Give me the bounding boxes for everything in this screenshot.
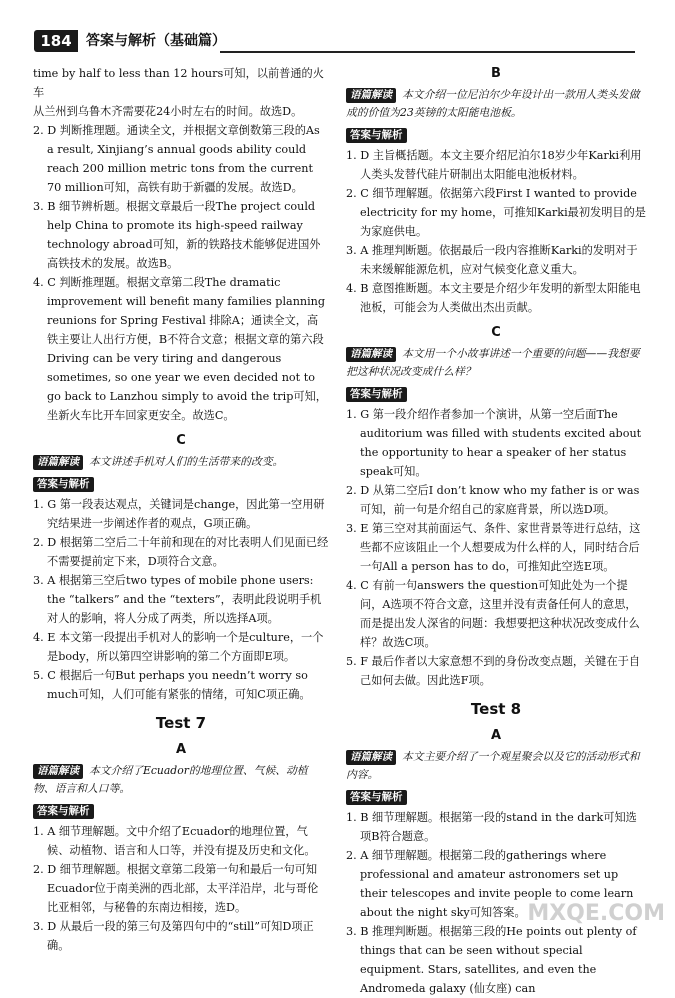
- answer-item: 4. C 判断推理题。根据文章第二段The dramatic improvement will benefit many families planning reunions for Spring Festival 排除A；通读全文，高铁主要让人出行方便，B不符合文意；根据文章的第六段Driving can be very tiring and dangerous sometimes, so one year we even decided not to go back to Lanzhou simply to avoid the trip可知，坐新火车比开车回家更安全。故选C。: [33, 276, 327, 422]
- answers-tag: 答案与解析: [33, 477, 94, 492]
- reading-tag: 语篇解读: [33, 455, 83, 470]
- page-number: 184: [34, 30, 78, 52]
- answers-tag: 答案与解析: [33, 804, 94, 819]
- section-letter: A: [175, 742, 187, 757]
- header-title: 答案与解析（基础篇）: [86, 33, 226, 49]
- answer-item: 1. D 主旨概括题。本文主要介绍尼泊尔18岁少年Karki利用人类头发替代硅片研制出太阳能电池板材料。: [346, 149, 642, 181]
- reading-summary: [33, 762, 329, 798]
- answers-tag: 答案与解析: [346, 790, 407, 805]
- test-title: Test 8: [470, 700, 522, 718]
- watermark: MXQE.COM: [527, 901, 665, 926]
- answer-item: 1. G 第一段表达观点，关键词是change，因此第一空用研究结果进一步阐述作者的观点，G项正确。: [33, 498, 325, 530]
- left-column: [33, 64, 329, 955]
- answer-item: 4. E 本文第一段提出手机对人的影响一个是culture，一个是body，所以第四空讲影响的第二个方面即E项。: [33, 631, 324, 663]
- section-letter: C: [176, 433, 186, 448]
- header-rule: [220, 51, 635, 53]
- section-letter: A: [490, 728, 502, 743]
- answer-item: 3. A 根据第三空后two types of mobile phone users: the “talkers” and the “texters”，表明此段说明手机对人的影响，将人分成了两类，所以选择A项。: [33, 574, 322, 625]
- reading-tag: 语篇解读: [33, 764, 83, 779]
- section-letter: B: [491, 66, 501, 81]
- answer-item: 5. F 最后作者以大家意想不到的身份改变点题，关键在于自己如何去做。因此选F项。: [346, 655, 641, 687]
- answer-item: 1. A 细节理解题。文中介绍了Ecuador的地理位置，气候、动植物、语言和人口等，并没有提及历史和文化。: [33, 825, 316, 857]
- reading-text: 本文介绍一位尼泊尔少年设计出一款用人类头发做成的价值为23英镑的太阳能电池板。: [346, 88, 640, 119]
- reading-tag: 语篇解读: [346, 347, 396, 362]
- continued-line: time by half to less than 12 hours可知，以前普通的火车: [33, 67, 324, 99]
- answer-item: 5. C 根据后一句But perhaps you needn’t worry so much可知，人们可能有紧张的情绪，可知C项正确。: [33, 669, 311, 701]
- answer-item: 1. B 细节理解题。根据第一段的stand in the dark可知选项B符合题意。: [346, 811, 637, 843]
- continued-line: 从兰州到乌鲁木齐需要花24小时左右的时间。故选D。: [33, 105, 303, 118]
- answer-item: 4. B 意图推断题。本文主要是介绍少年发明的新型太阳能电池板，可能会为人类做出杰出贡献。: [346, 282, 641, 314]
- test-title: Test 7: [155, 714, 207, 732]
- reading-summary: [33, 453, 329, 471]
- answer-item: 1. G 第一段介绍作者参加一个演讲，从第一空后面The auditorium was filled with students excited about the opportunity to hear a speaker of her status speak可知。: [346, 408, 642, 478]
- reading-text: 本文主要介绍了一个观星聚会以及它的活动形式和内容。: [346, 750, 640, 781]
- answer-item: 2. D 判断推理题。通读全文，并根据文章倒数第三段的As a result, Xinjiang’s annual goods ability could reach 200 million metric tons from the current 70 million可知，高铁有助于新疆的发展。故选D。: [33, 124, 320, 194]
- answer-item: 2. D 从第二空后I don’t know who my father is or was可知，前一句是介绍自己的家庭背景，所以选D项。: [346, 484, 640, 516]
- reading-summary: [346, 345, 646, 381]
- right-column: [346, 64, 646, 998]
- answer-item: 2. C 细节理解题。依据第六段First I wanted to provide electricity for my home，可推知Karki最初发明目的是为家庭供电。: [346, 187, 646, 238]
- reading-summary: [346, 748, 646, 784]
- reading-text: 本文介绍了Ecuador的地理位置、气候、动植物、语言和人口等。: [33, 764, 308, 795]
- answer-item: 3. A 推理判断题。依据最后一段内容推断Karki的发明对于未来缓解能源危机，应对气候变化意义重大。: [346, 244, 638, 276]
- answers-tag: 答案与解析: [346, 387, 407, 402]
- answer-item: 2. D 根据第二空后二十年前和现在的对比表明人们见面已经不需要提前定下来，D项符合文意。: [33, 536, 329, 568]
- reading-tag: 语篇解读: [346, 750, 396, 765]
- reading-text: 本文用一个小故事讲述一个重要的问题——我想要把这种状况改变成什么样？: [346, 347, 640, 378]
- section-letter: C: [491, 325, 501, 340]
- reading-text: 本文讲述手机对人们的生活带来的改变。: [89, 455, 284, 468]
- answers-tag: 答案与解析: [346, 128, 407, 143]
- answer-item: 3. E 第三空对其前面运气、条件、家世背景等进行总结，这些都不应该阻止一个人想要成为什么样的人，同时结合后一句All a person has to do，可推知此空选E项。: [346, 522, 641, 573]
- reading-tag: 语篇解读: [346, 88, 396, 103]
- answer-item: 3. D 从最后一段的第三句及第四句中的“still”可知D项正确。: [33, 920, 314, 952]
- answer-item: 2. D 细节理解题。根据文章第二段第一句和最后一句可知Ecuador位于南美洲的西北部，太平洋沿岸，北与哥伦比亚相邻，与秘鲁的东南边相接，选D。: [33, 863, 319, 914]
- answer-item: 3. B 细节辨析题。根据文章最后一段The project could help China to promote its high-speed railway technology abroad可知，新的铁路技术能够促进国外高铁技术的发展。故选B。: [33, 200, 321, 270]
- answer-item: 2. A 细节理解题。根据第二段的gatherings where professional and amateur astronomers set up their telescopes and invite people to come learn about the night sky可知答案。: [346, 849, 634, 919]
- page-header: [0, 30, 675, 54]
- reading-summary: [346, 86, 646, 122]
- answer-item: 3. B 推理判断题。根据第三段的He points out plenty of things that can be seen without special equipment. Stars, satellites, and even the Andromeda galaxy (仙女座) can: [346, 925, 637, 995]
- answer-item: 4. C 有前一句answers the question可知此处为一个提问，A选项不符合文意，这里并没有责备任何人的意思，而是提出发人深省的问题：我想要把这种状况改变成什么样？故选C项。: [346, 579, 640, 649]
